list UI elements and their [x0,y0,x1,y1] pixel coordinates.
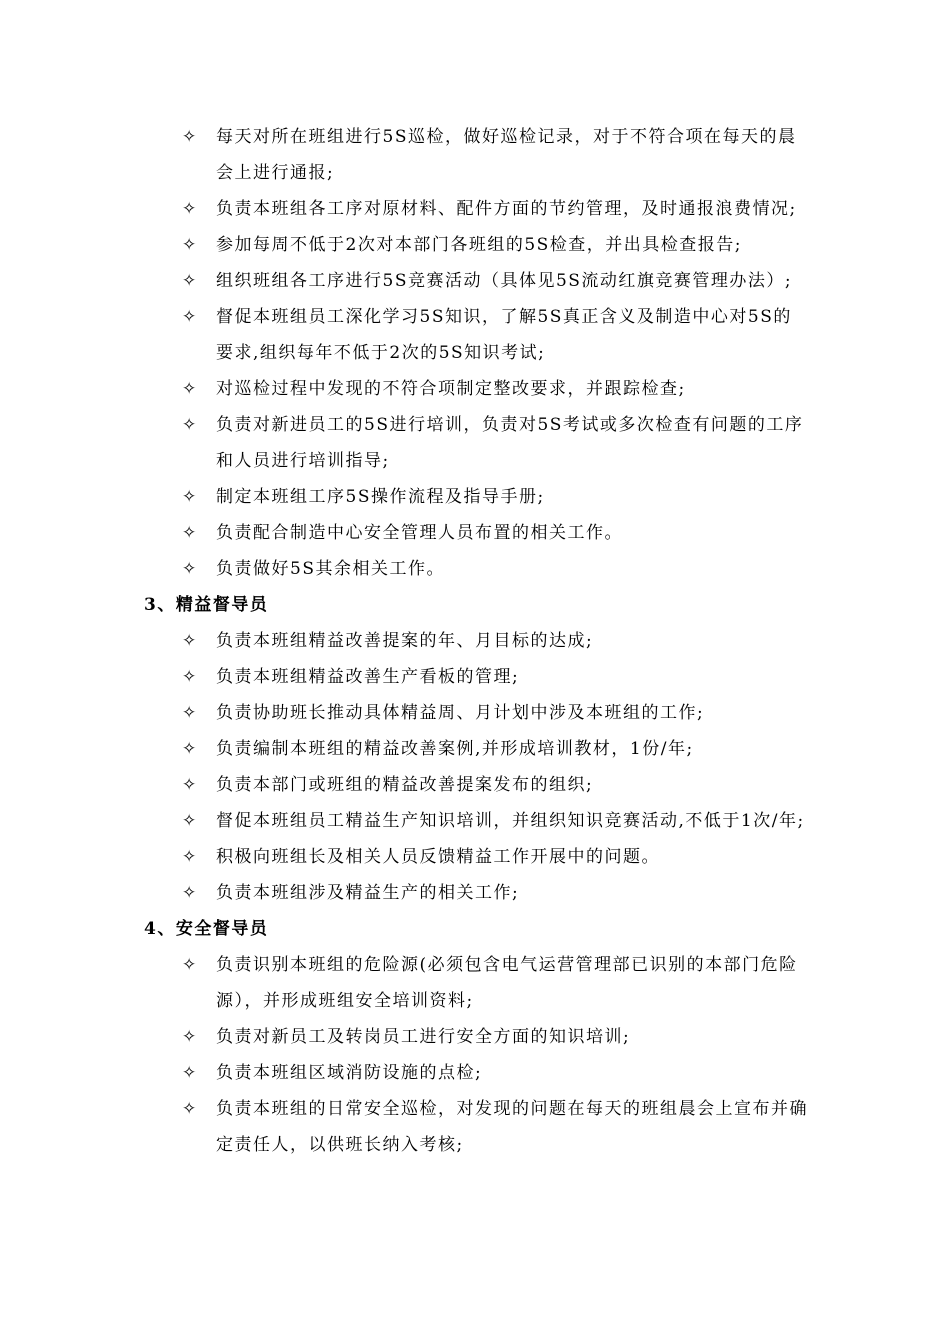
list-item [0,407,950,479]
list-item-text: 负责本班组涉及精益生产的相关工作; [216,883,520,903]
diamond-bullet-icon: ✧ [182,1027,198,1047]
diamond-bullet-icon: ✧ [182,235,198,255]
list-item [0,695,950,731]
diamond-bullet-icon: ✧ [182,739,198,759]
list-item-text: 负责对新进员工的5S进行培训，负责对5S考试或多次检查有问题的工序和人员进行培训指导; [216,415,804,471]
list-item-text: 对巡检过程中发现的不符合项制定整改要求，并跟踪检查; [216,379,686,399]
diamond-bullet-icon: ✧ [182,955,198,975]
diamond-bullet-icon: ✧ [182,1099,198,1119]
list-item-text: 负责做好5S其余相关工作。 [216,559,445,579]
list-item [0,263,950,299]
diamond-bullet-icon: ✧ [182,775,198,795]
list-item [0,551,950,587]
document-content [0,119,950,1163]
list-item-text: 参加每周不低于2次对本部门各班组的5S检查，并出具检查报告; [216,235,743,255]
list-item-text: 负责本班组的日常安全巡检，对发现的问题在每天的班组晨会上宣布并确定责任人，以供班长纳入考核; [216,1099,808,1155]
list-item [0,767,950,803]
list-item-text: 组织班组各工序进行5S竞赛活动（具体见5S流动红旗竞赛管理办法）; [216,271,793,291]
diamond-bullet-icon: ✧ [182,883,198,903]
diamond-bullet-icon: ✧ [182,415,198,435]
list-item-text: 负责本班组精益改善提案的年、月目标的达成; [216,631,594,651]
list-item [0,875,950,911]
list-item-text: 负责本班组精益改善生产看板的管理; [216,667,520,687]
lean-duties-list [0,623,950,911]
list-item [0,839,950,875]
list-item-text: 负责编制本班组的精益改善案例,并形成培训教材，1份/年; [216,739,694,759]
diamond-bullet-icon: ✧ [182,667,198,687]
diamond-bullet-icon: ✧ [182,847,198,867]
diamond-bullet-icon: ✧ [182,127,198,147]
list-item-text: 督促本班组员工深化学习5S知识，了解5S真正含义及制造中心对5S的要求,组织每年不低于2次的5S知识考试; [216,307,792,363]
diamond-bullet-icon: ✧ [182,631,198,651]
list-item [0,119,950,191]
safety-duties-list [0,947,950,1163]
5s-duties-list [0,119,950,587]
list-item-text: 督促本班组员工精益生产知识培训，并组织知识竞赛活动,不低于1次/年; [216,811,805,831]
diamond-bullet-icon: ✧ [182,199,198,219]
list-item [0,1055,950,1091]
list-item [0,947,950,1019]
list-item-text: 制定本班组工序5S操作流程及指导手册; [216,487,545,507]
diamond-bullet-icon: ✧ [182,307,198,327]
list-item [0,479,950,515]
list-item [0,623,950,659]
list-item-text: 负责识别本班组的危险源(必须包含电气运营管理部已识别的本部门危险源），并形成班组安全培训资料; [216,955,798,1011]
list-item [0,299,950,371]
list-item [0,659,950,695]
list-item-text: 负责本班组各工序对原材料、配件方面的节约管理，及时通报浪费情况; [216,199,797,219]
list-item [0,227,950,263]
list-item-text: 负责配合制造中心安全管理人员布置的相关工作。 [216,523,623,543]
section-heading-safety-supervisor: 4、安全督导员 [144,919,269,939]
list-item [0,191,950,227]
list-item [0,515,950,551]
list-item [0,803,950,839]
diamond-bullet-icon: ✧ [182,559,198,579]
section-heading-lean-supervisor: 3、精益督导员 [144,595,269,615]
list-item-text: 负责对新员工及转岗员工进行安全方面的知识培训; [216,1027,631,1047]
list-item-text: 积极向班组长及相关人员反馈精益工作开展中的问题。 [216,847,660,867]
list-item [0,731,950,767]
diamond-bullet-icon: ✧ [182,703,198,723]
list-item [0,1091,950,1163]
diamond-bullet-icon: ✧ [182,379,198,399]
list-item-text: 负责本班组区域消防设施的点检; [216,1063,483,1083]
list-item [0,371,950,407]
list-item-text: 负责本部门或班组的精益改善提案发布的组织; [216,775,594,795]
list-item-text: 负责协助班长推动具体精益周、月计划中涉及本班组的工作; [216,703,705,723]
diamond-bullet-icon: ✧ [182,811,198,831]
list-item [0,1019,950,1055]
diamond-bullet-icon: ✧ [182,271,198,291]
list-item-text: 每天对所在班组进行5S巡检，做好巡检记录，对于不符合项在每天的晨会上进行通报; [216,127,797,183]
diamond-bullet-icon: ✧ [182,487,198,507]
diamond-bullet-icon: ✧ [182,1063,198,1083]
diamond-bullet-icon: ✧ [182,523,198,543]
